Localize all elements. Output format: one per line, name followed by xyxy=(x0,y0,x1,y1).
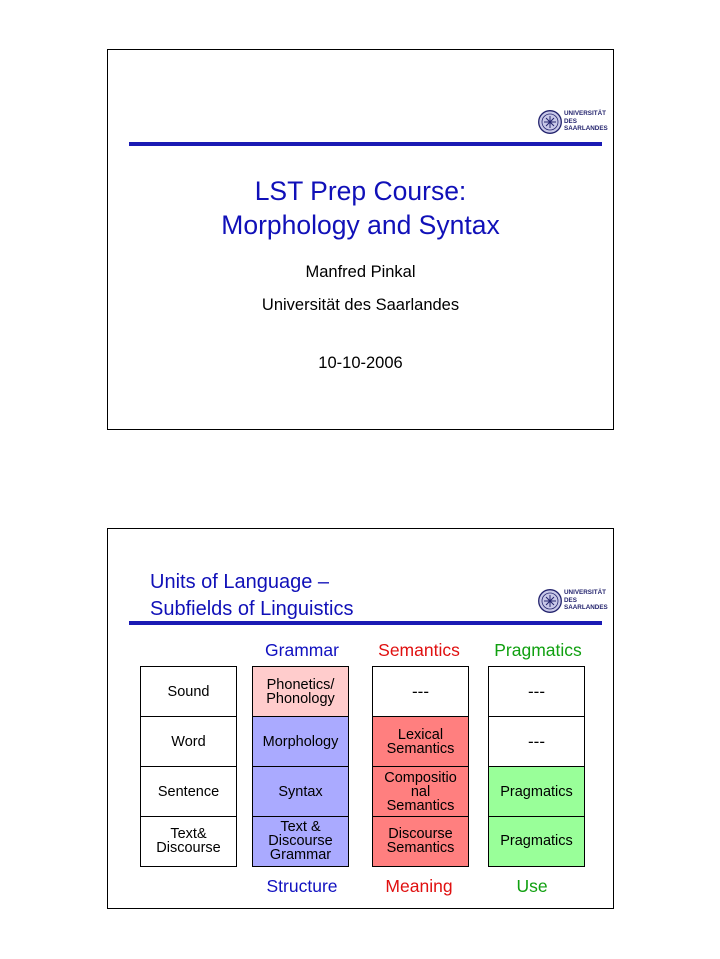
units-of-language-slide xyxy=(107,528,614,909)
grammar-cell: Text & Discourse Grammar xyxy=(253,817,348,866)
pragmatics-header: Pragmatics xyxy=(494,640,582,660)
logo-text: UNIVERSITÄT DES SAARLANDES xyxy=(564,110,608,133)
unit-cell: Sentence xyxy=(141,767,236,817)
grammar-cell: Syntax xyxy=(253,767,348,817)
grammar-header: Grammar xyxy=(265,640,339,660)
university-seal-icon xyxy=(538,589,562,613)
logo-text: UNIVERSITÄT DES SAARLANDES xyxy=(564,589,608,612)
pragmatics-cell: Pragmatics xyxy=(489,817,584,866)
pragmatics-cell: --- xyxy=(489,667,584,717)
university-logo xyxy=(538,109,608,135)
title-slide xyxy=(107,49,614,430)
slide-title: LST Prep Course: Morphology and Syntax xyxy=(221,176,500,240)
semantics-cell: Discourse Semantics xyxy=(373,817,468,866)
unit-cell: Word xyxy=(141,717,236,767)
use-label: Use xyxy=(516,876,548,896)
semantics-cell: Lexical Semantics xyxy=(373,717,468,767)
affiliation: Universität des Saarlandes xyxy=(261,296,460,314)
grammar-cell: Morphology xyxy=(253,717,348,767)
grammar-column xyxy=(252,666,349,867)
university-logo xyxy=(538,588,608,614)
pragmatics-cell: Pragmatics xyxy=(489,767,584,817)
semantics-cell: Compositio nal Semantics xyxy=(373,767,468,817)
slide-title: Units of Language – Subfields of Linguistics xyxy=(150,571,354,620)
semantics-cell: --- xyxy=(373,667,468,717)
unit-cell: Sound xyxy=(141,667,236,717)
meaning-label: Meaning xyxy=(385,876,453,896)
university-seal-icon xyxy=(538,110,562,134)
header-rule xyxy=(129,621,602,625)
unit-cell: Text& Discourse xyxy=(141,817,236,866)
author-name: Manfred Pinkal xyxy=(305,263,416,281)
header-rule xyxy=(129,142,602,146)
units-column xyxy=(140,666,237,867)
grammar-cell: Phonetics/ Phonology xyxy=(253,667,348,717)
pragmatics-column xyxy=(488,666,585,867)
pragmatics-cell: --- xyxy=(489,717,584,767)
semantics-column xyxy=(372,666,469,867)
presentation-date: 10-10-2006 xyxy=(318,354,403,372)
semantics-header: Semantics xyxy=(378,640,460,660)
structure-label: Structure xyxy=(266,876,338,896)
